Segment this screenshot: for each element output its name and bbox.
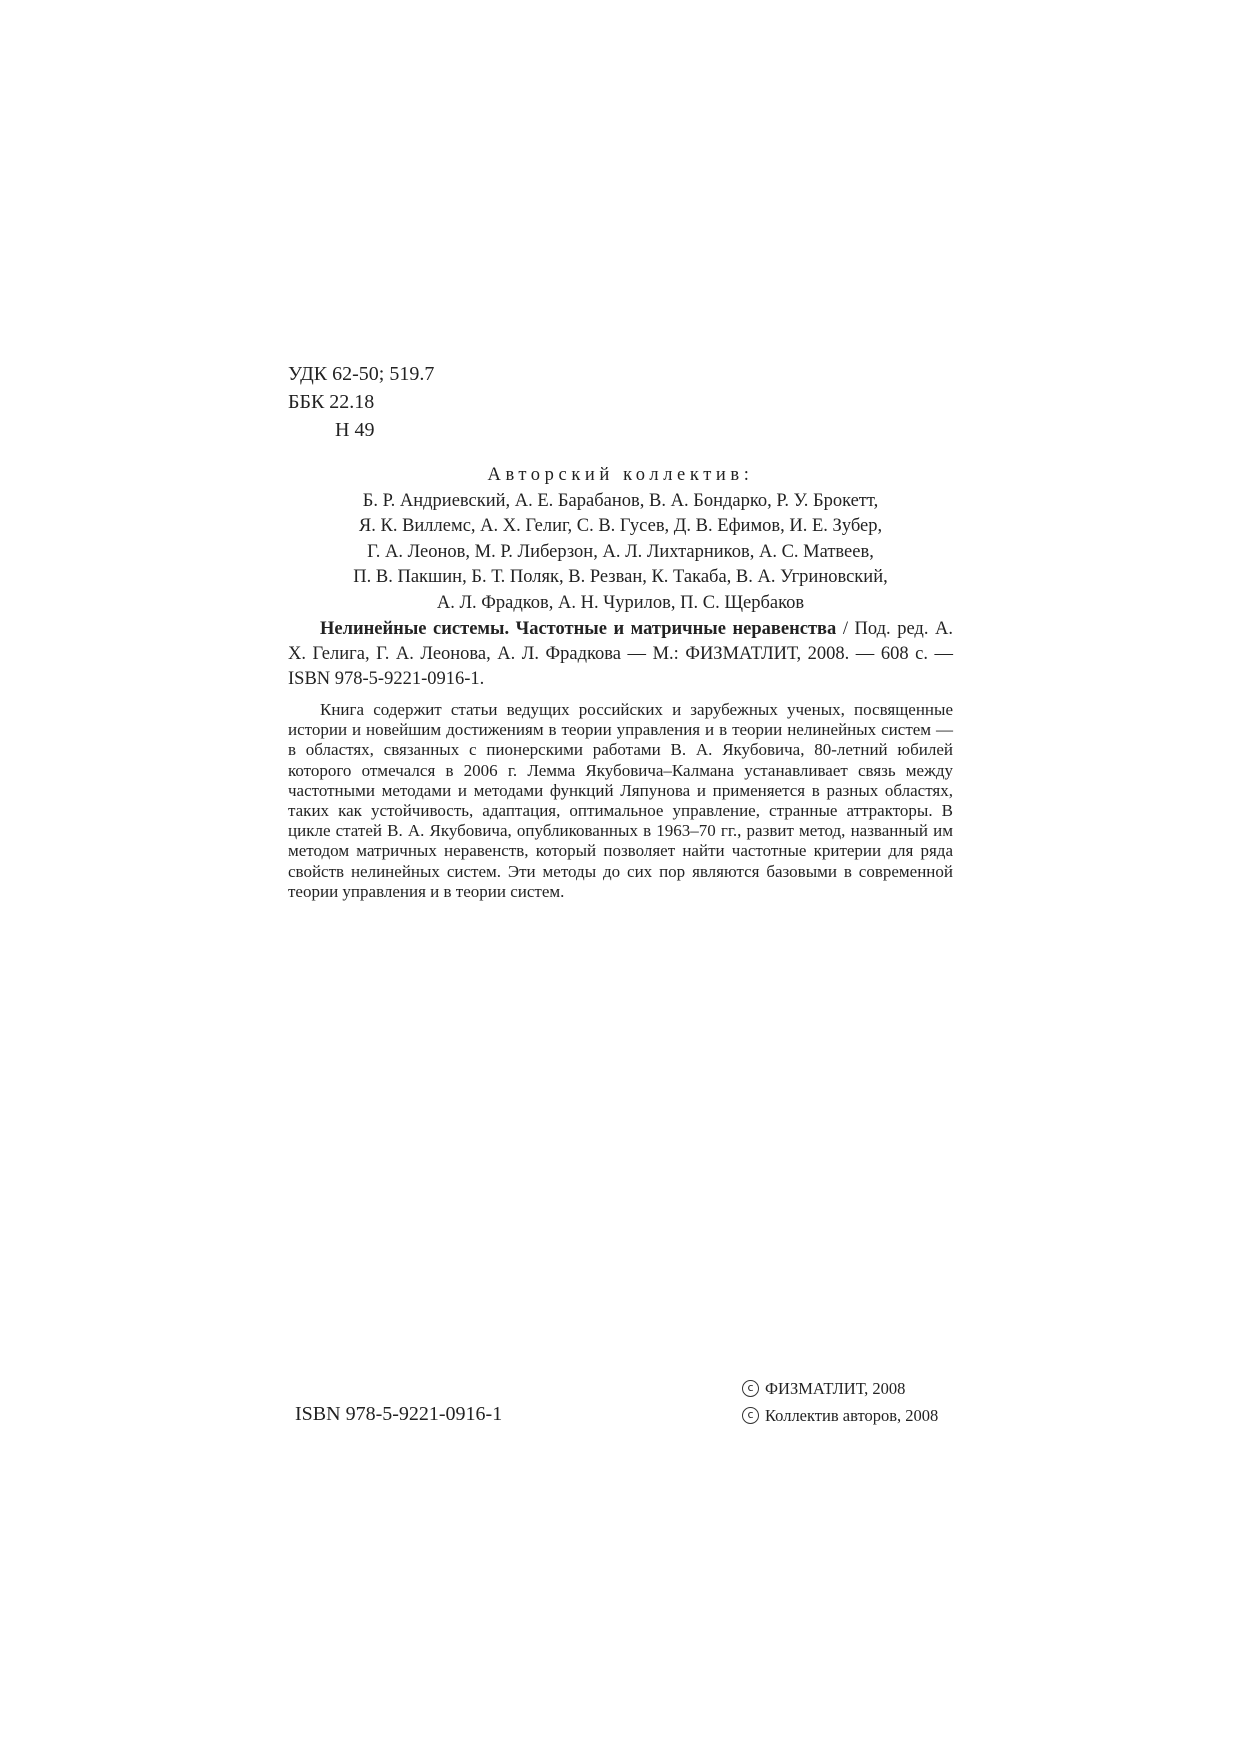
copyright-publisher [742,1375,938,1402]
authors-line: П. В. Пакшин, Б. Т. Поляк, В. Резван, К. Такаба, В. А. Угриновский, [353,567,888,587]
udk-code: УДК 62-50; 519.7 [288,363,435,385]
bbk-code: ББК 22.18 [288,391,375,413]
authors-line: Г. А. Леонов, М. Р. Либерзон, А. Л. Лихтарников, А. С. Матвеев, [367,541,874,562]
copyright-authors-text: Коллектив авторов, 2008 [765,1406,939,1425]
copyright-block [742,1375,938,1429]
classification-block [288,360,434,444]
authors-line: А. Л. Фрадков, А. Н. Чурилов, П. С. Щербаков [436,592,805,613]
author-mark: Н 49 [335,419,375,441]
isbn: ISBN 978-5-9221-0916-1 [295,1403,503,1425]
copyright-icon: c [742,1407,759,1424]
authors-block [288,463,953,616]
authors-line: Б. Р. Андриевский, А. Е. Барабанов, В. А. Бондарко, Р. У. Брокетт, [362,490,879,511]
book-title: Нелинейные системы. Частотные и матричные неравенства [320,619,837,639]
abstract-paragraph: Книга содержит статьи ведущих российских и зарубежных ученых, посвященные истории и новейшим достижениям в теории управления и в теории нелинейных систем — в областях, связанных с пионерскими работами В. А. Якубовича, 80-летний юбилей которого отмечался в 2006 г. Лемма Якубовича–Калмана устанавливает связь между частотными методами и методами функций Ляпунова и применяется в разных областях, таких как устойчивость, адаптация, оптимальное управление, странные аттракторы. В цикле статей В. А. Якубовича, опубликованных в 1963–70 гг., развит метод, названный им методом матричных неравенств, который позволяет найти частотные критерии для ряда свойств нелинейных систем. Эти методы до сих пор являются базовыми в современной теории управления и в теории систем. [288,700,953,901]
copyright-publisher-text: ФИЗМАТЛИТ, 2008 [765,1379,906,1398]
bibliographic-details: / Под. ред. А. Х. Гелига, Г. А. Леонова, А. Л. Фрадкова — М.: ФИЗМАТЛИТ, 2008. — 608 с. — ISBN 978-5-9221-0916-1. [288,619,953,689]
authors-line: Я. К. Виллемс, А. Х. Гелиг, С. В. Гусев, Д. В. Ефимов, И. Е. Зубер, [358,516,883,536]
authors-heading: Авторский коллектив: [487,465,754,485]
copyright-icon: c [742,1380,759,1397]
copyright-authors [742,1402,938,1429]
bibliographic-entry [288,617,953,692]
